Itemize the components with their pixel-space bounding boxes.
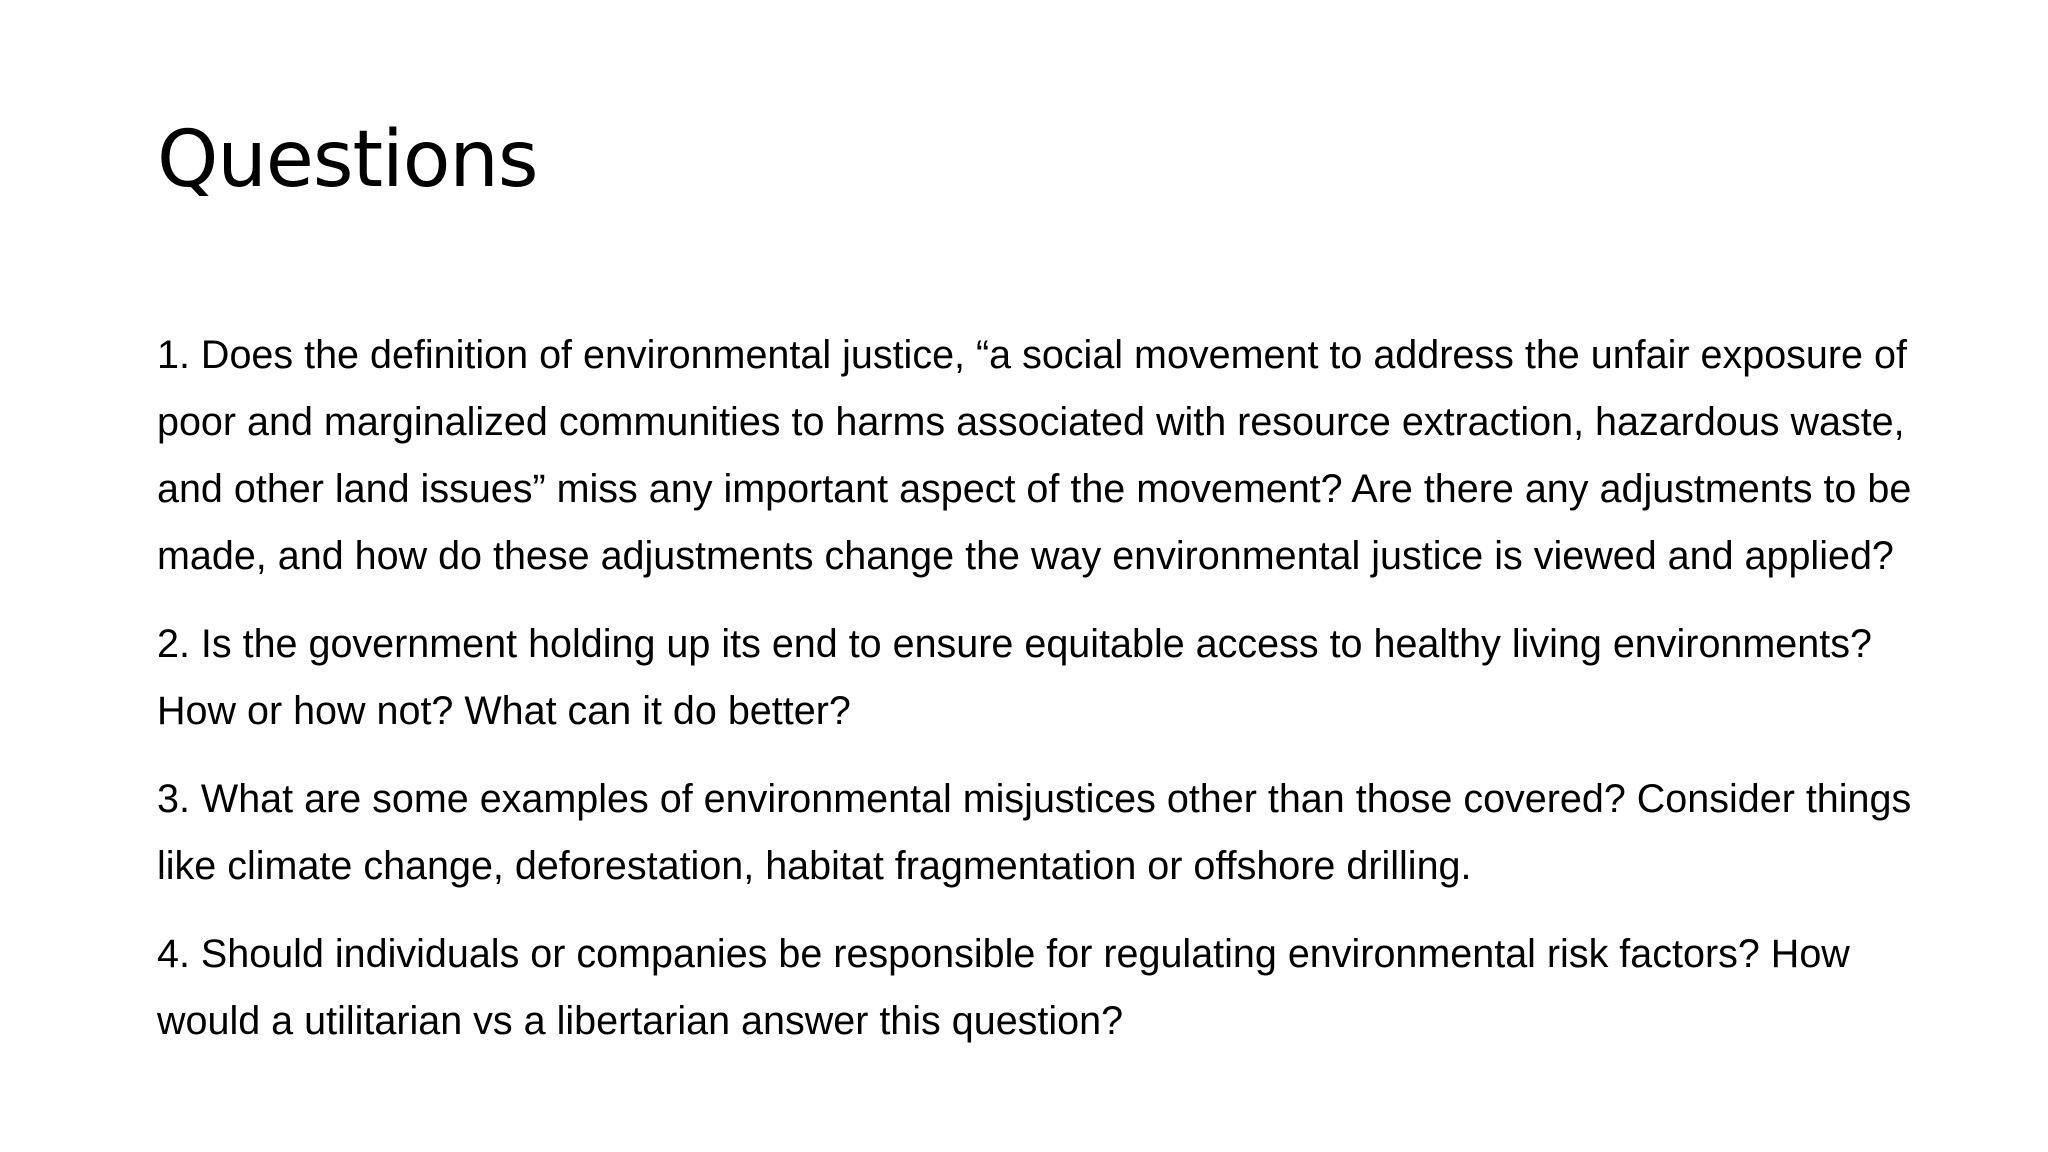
question-item-1: 1. Does the definition of environmental justice, “a social movement to address the unfair exposure of poor and marginalized communities to harms associated with resource extraction, hazardous waste, and other land issues” miss any important aspect of the movement? Are there any adjustments to be made, and how do these adjustments change the way environmental justice is viewed and applied? [157,333,1912,578]
question-list [157,322,1917,1076]
question-item-4: 4. Should individuals or companies be responsible for regulating environmental risk factors? How would a utilitarian vs a libertarian answer this question? [157,932,1850,1043]
slide-title: Questions [157,115,538,205]
question-item-2: 2. Is the government holding up its end to ensure equitable access to healthy living environments? How or how not? What can it do better? [157,622,1872,733]
question-item-3: 3. What are some examples of environmental misjustices other than those covered? Consider things like climate change, deforestation, habitat fragmentation or offshore drilling. [157,777,1912,888]
